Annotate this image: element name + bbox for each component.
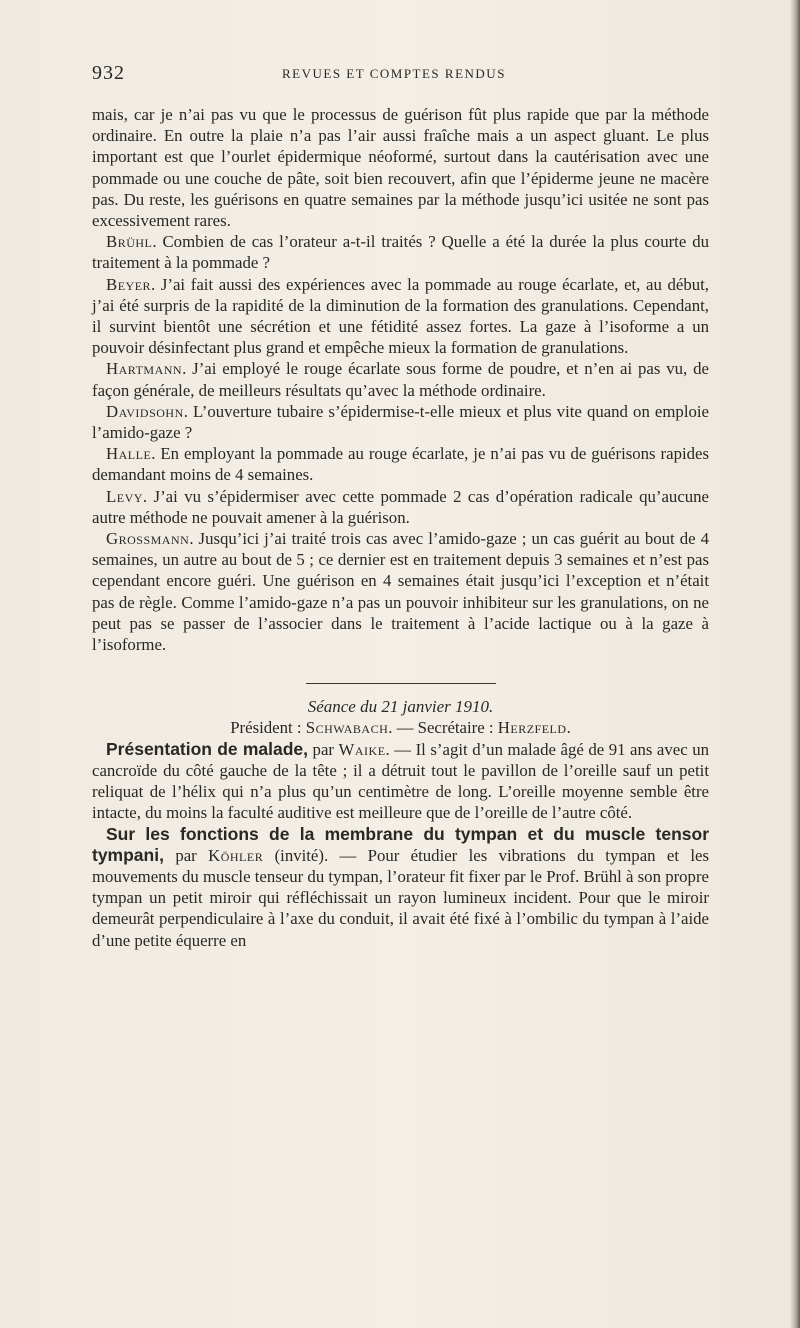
speaker-name: Davidsohn — [106, 401, 184, 421]
paragraph: Grossmann. Jusqu’ici j’ai traité trois cas avec l’amido-gaze ; un cas guérit au bout de 4 semaines, un autre au bout de 5 ; ce dernier est en traitement depuis 3 semaines et n’est pas cependant encore guéri. Une guérison en 4 semaines était jusqu’ici l’exception et n’était pas de règle. Comme l’amido-gaze n’a pas un pouvoir inhibiteur sur les granulations, on ne peut pas se passer de l’associer dans le traitement à l’acide lactique ou à la gaze à l’isoforme. — [92, 529, 709, 655]
speaker-name: Brühl — [106, 232, 153, 252]
section-divider — [306, 683, 496, 684]
speaker-name: Halle — [106, 444, 152, 464]
paragraph: Levy. J’ai vu s’épidermiser avec cette pommade 2 cas d’opération radicale qu’aucune autre méthode ne pouvait amener à la guérison. — [92, 486, 709, 527]
speaker-name: Grossmann — [106, 529, 190, 549]
body-text — [92, 104, 709, 951]
author-name: Köhler — [208, 845, 264, 865]
session-title: Séance du 21 janvier 1910. — [307, 697, 494, 717]
page-edge-shadow — [790, 0, 800, 1328]
paragraph: Beyer. J’ai fait aussi des expériences avec la pommade au rouge écarlate, et, au début, j’ai été surpris de la rapidité de la diminution de la formation des granulations. Cependant, il survint bientôt une sécrétion et une fétidité assez fortes. La gaze à l’isoforme a un pouvoir désinfectant plus grand et empêche mieux la formation de granulations. — [92, 274, 709, 358]
communication: Sur les fonctions de la membrane du tympan et du muscle tensor tympani, par Köhler (invité). — Pour étudier les vibrations du tympan et les mouvements du muscle tenseur du tympan, l’orateur fit fixer par le Prof. Brühl à son propre tympan un petit miroir qui réfléchissait un rayon lumineux incident. Pour que le miroir demeurât perpendiculaire à l’axe du conduit, il avait été fixé à l’ombilic du tympan à l’aide d’une petite équerre en — [92, 823, 709, 950]
paragraph: Hartmann. J’ai employé le rouge écarlate sous forme de poudre, et n’en ai pas vu, de façon générale, de meilleurs résultats qu’avec la méthode ordinaire. — [92, 359, 709, 400]
secretary-name: Herzfeld — [497, 718, 567, 738]
speaker-name: Levy — [106, 486, 143, 506]
page-number: 932 — [92, 62, 125, 84]
session-officers: Président : Schwabach. — Secrétaire : Herzfeld. — [230, 718, 571, 738]
paragraph: mais, car je n’ai pas vu que le processus de guérison fût plus rapide que par la méthode ordinaire. En outre la plaie n’a pas l’air aussi fraîche mais a un aspect gluant. Le plus important est que l’ourlet épidermique néoformé, surtout dans la cautérisation avec une pommade ou une couche de pâte, soit bien recouvert, afin que l’épiderme jeune ne macère pas. Du reste, les guérisons en quatre semaines par la méthode jusqu’ici usitée ne sont pas excessivement rares. — [92, 105, 709, 231]
communication-title: Sur les fonctions de la membrane du tympan et du muscle tensor tympani, — [92, 823, 709, 865]
running-head: REVUES ET COMPTES RENDUS — [282, 66, 506, 81]
president-name: Schwabach — [305, 718, 389, 738]
communication-title: Présentation de malade, — [106, 738, 309, 759]
speaker-name: Beyer — [106, 274, 152, 294]
paragraph: Davidsohn. L’ouverture tubaire s’épidermise-t-elle mieux et plus vite quand on emploie l’amido-gaze ? — [92, 401, 709, 443]
page-header — [92, 62, 712, 86]
speaker-name: Hartmann — [106, 359, 183, 379]
author-name: Waike — [338, 739, 386, 759]
paragraph: Halle. En employant la pommade au rouge écarlate, je n’ai pas vu de guérisons rapides demandant moins de 4 semaines. — [92, 444, 709, 485]
communication: Présentation de malade, par Waike. — Il s’agit d’un malade âgé de 91 ans avec un cancroïde du côté gauche de la tête ; il a détruit tout le pavillon de l’oreille sauf un petit reliquat de l’hélix qui n’a plus qu’un centimètre de long. L’oreille moyenne semble être intacte, du moins la faculté auditive est meilleure que de l’oreille de l’autre côté. — [92, 738, 709, 823]
paragraph: Brühl. Combien de cas l’orateur a-t-il traités ? Quelle a été la durée la plus courte du traitement à la pommade ? — [92, 232, 709, 273]
